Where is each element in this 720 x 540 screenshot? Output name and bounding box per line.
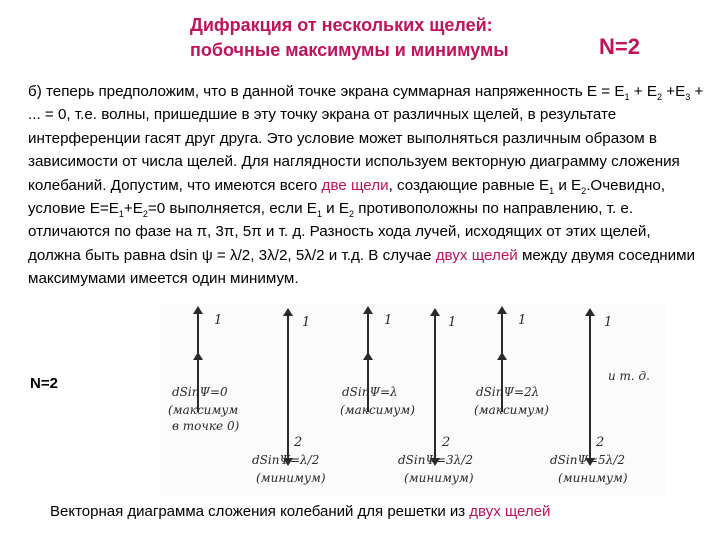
- vector-label-top: 1: [384, 313, 393, 328]
- formula-label: dSinΨ=λ: [342, 385, 398, 399]
- text-run: =0 выполняется, если Е: [147, 200, 317, 218]
- highlight-two-slits: двух щелей: [435, 246, 518, 264]
- highlight-two-slits: две щели: [321, 176, 389, 194]
- vector-group-3: [340, 310, 415, 417]
- subscript: 2: [142, 209, 148, 220]
- vector-group-5: [474, 310, 549, 417]
- vector-group-4: [398, 312, 474, 485]
- caption-text: Векторная диаграмма сложения колебаний для решетки из: [50, 503, 470, 520]
- subscript: 2: [656, 92, 662, 103]
- caption-highlight: двух щелей: [469, 503, 551, 520]
- vector-label-top: 1: [518, 313, 527, 328]
- text-run: + ... = 0, т.е. волны, пришедшие в эту точку экрана от различных щелей, в результате интерференции гасят друг друга. Это условие может выполняться различным образом в зависимости от числа щелей. Для наглядности используем векторную диаграмму сложения колебаний. Допустим, что имеются всего: [28, 83, 704, 194]
- vector-label-bottom: 2: [442, 435, 451, 450]
- text-run: б) теперь предположим, что в данной точке экрана суммарная напряженность Е = Е: [28, 83, 625, 100]
- diagram-caption: [50, 503, 550, 520]
- formula-label: dSinΨ=0: [172, 385, 228, 399]
- text-run: .Очевидно, условие Е=Е: [28, 176, 666, 218]
- n-left-label: N=2: [30, 375, 58, 392]
- subscript: 1: [118, 209, 124, 220]
- text-run: между двумя соседними максимумами имеется один минимум.: [28, 246, 696, 288]
- note-label: (максимум: [168, 403, 239, 417]
- n-badge: N=2: [599, 34, 640, 59]
- text-run: , создающие равные Е: [388, 176, 550, 194]
- formula-label: dSinΨ=5λ/2: [550, 453, 625, 467]
- note-label: (максимум): [340, 403, 415, 417]
- title-line-1: Дифракция от нескольких щелей:: [190, 15, 493, 35]
- subscript: 2: [349, 209, 355, 220]
- vector-label-top: 1: [302, 315, 311, 330]
- vector-diagram: [160, 304, 665, 496]
- slide-title: [190, 13, 570, 63]
- text-run: +Е: [661, 83, 686, 100]
- text-run: +Е: [123, 200, 143, 218]
- vector-label-bottom: 2: [294, 435, 303, 450]
- body-paragraph: [28, 80, 704, 291]
- text-run: и Е: [321, 200, 350, 218]
- note-label: (минимум): [558, 471, 628, 485]
- vector-label-top: 1: [214, 313, 223, 328]
- subscript: 1: [316, 209, 322, 220]
- subscript: 1: [624, 92, 630, 103]
- formula-label: dSinΨ=3λ/2: [398, 453, 473, 467]
- subscript: 3: [685, 92, 691, 103]
- text-run: + Е: [629, 83, 657, 100]
- formula-label: dSinΨ=2λ: [476, 385, 540, 399]
- subscript: 2: [581, 185, 587, 196]
- vector-diagram-svg: [160, 304, 665, 496]
- note-label-2: в точке 0): [172, 419, 240, 433]
- note-label: (минимум): [256, 471, 326, 485]
- vector-label-top: 1: [448, 315, 457, 330]
- note-label: (минимум): [404, 471, 474, 485]
- vector-group-6: [550, 312, 628, 485]
- vector-label-top: 1: [604, 315, 613, 330]
- text-run: противоположны по направлению, т. е. отличаются по фазе на π, 3π, 5π и т. д. Разность хода лучей, исходящих от этих щелей, должна быть равна dsin ψ = λ/2, 3λ/2, 5λ/2 и т.д. В случае: [28, 200, 651, 264]
- vector-label-bottom: 2: [596, 435, 605, 450]
- subscript: 1: [549, 185, 555, 196]
- formula-label: dSinΨ=λ/2: [252, 453, 320, 467]
- title-line-2: побочные максимумы и минимумы: [190, 40, 509, 60]
- vector-group-2: [252, 312, 326, 485]
- vector-group-1: [168, 310, 240, 433]
- note-label: (максимум): [474, 403, 549, 417]
- etc-label: и т. д.: [608, 369, 650, 383]
- text-run: и Е: [554, 176, 582, 194]
